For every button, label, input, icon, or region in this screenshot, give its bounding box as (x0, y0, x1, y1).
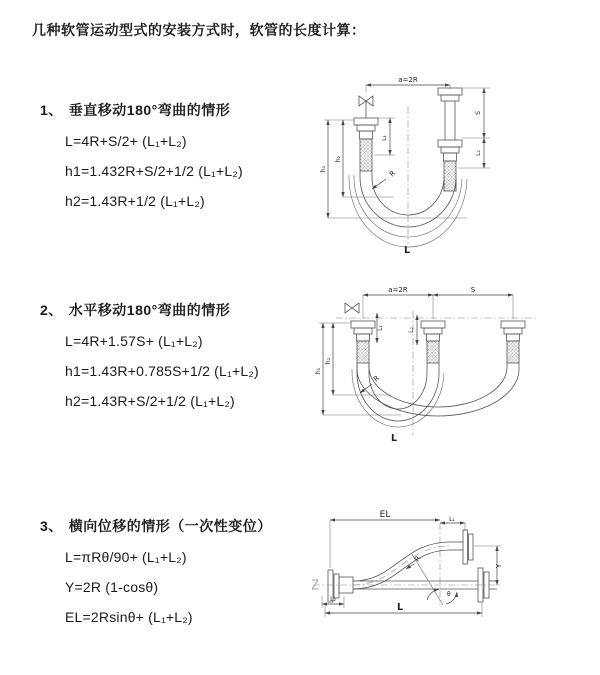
dim-label-l1: L₁ (377, 325, 384, 331)
angle-arc (427, 589, 439, 600)
section-3-formulas (65, 542, 330, 632)
centerline-mark (312, 580, 318, 589)
formula-EL: EL=2Rsinθ+ (L₁+L₂) (65, 609, 193, 625)
diagram-horizontal-180-bend (306, 283, 551, 463)
section-3-heading (40, 516, 330, 536)
section-2-formulas (65, 326, 330, 416)
right-pipe-flange (501, 321, 525, 363)
section-1-heading (40, 100, 330, 120)
diagram-vertical-180-bend (312, 72, 547, 262)
valve-icon (345, 303, 359, 313)
formula-L: L=4R+S/2+ (L₁+L₂) (65, 133, 187, 149)
section-1-title: 垂直移动180°弯曲的情形 (68, 102, 231, 118)
formula-h2: h2=1.43R+S/2+1/2 (L₁+L₂) (65, 393, 235, 409)
dim-label-l: L (396, 602, 404, 613)
radius-leader (372, 179, 386, 189)
braided-hose-section (360, 139, 372, 171)
dim-label-s: S (470, 286, 476, 294)
dim-label-l1: L₁ (449, 516, 455, 523)
dim-label-l2: L₂ (475, 150, 482, 156)
dim-label-el: EL (379, 510, 391, 520)
section-2-heading (40, 300, 330, 320)
dim-label-h1: h₁ (320, 165, 327, 173)
upper-right-flange (450, 530, 473, 564)
braided-hose-section (444, 161, 456, 191)
hose-s-curve (353, 542, 450, 589)
dim-label-l2: L₂ (408, 327, 415, 333)
dim-label-s: S (475, 111, 482, 115)
dim-label-h1: h₁ (315, 367, 322, 375)
dim-label-y: Y (495, 563, 503, 569)
dim-label-h2: h₂ (325, 357, 332, 365)
section-3 (40, 516, 330, 632)
section-1 (40, 100, 330, 216)
dim-label-a2r: a=2R (398, 76, 418, 84)
dim-label-r: R (413, 554, 423, 564)
formula-Y: Y=2R (1-cosθ) (65, 579, 159, 595)
section-2-title: 水平移动180°弯曲的情形 (68, 302, 231, 318)
formula-h1: h1=1.432R+S/2+1/2 (L₁+L₂) (65, 163, 243, 179)
dim-label-theta: θ (447, 591, 451, 598)
section-2 (40, 300, 330, 416)
page-title: 几种软管运动型式的安装方式时，软管的长度计算： (32, 22, 366, 38)
left-pipe-flange (354, 118, 378, 171)
braided-hose-section (357, 341, 369, 363)
radius-leader (406, 564, 414, 569)
section-3-title: 横向位移的情形（一次性变位） (68, 518, 272, 534)
braided-hose-section (507, 341, 519, 363)
right-pipe-flange (438, 88, 462, 191)
dim-label-h2: h₂ (335, 155, 342, 163)
section-1-number: 1、 (40, 102, 63, 118)
formula-L: L=4R+1.57S+ (L₁+L₂) (65, 333, 203, 349)
braided-hose-section (427, 341, 439, 363)
formula-h1: h1=1.43R+0.785S+1/2 (L₁+L₂) (65, 363, 259, 379)
dim-label-r: R (388, 169, 398, 179)
section-3-number: 3、 (40, 518, 63, 534)
section-2-number: 2、 (40, 302, 63, 318)
dim-label-l2: L₂ (330, 596, 336, 603)
section-1-formulas (65, 126, 330, 216)
dim-label-r: R (372, 374, 382, 384)
formula-h2: h2=1.43R+1/2 (L₁+L₂) (65, 193, 205, 209)
diagram-lateral-displacement (300, 510, 565, 650)
dim-label-l: L (403, 245, 411, 256)
dim-label-l1: L₁ (381, 135, 388, 141)
valve-icon (359, 96, 373, 118)
left-pipe-flange (351, 321, 375, 363)
formula-L: L=πRθ/90+ (L₁+L₂) (65, 549, 187, 565)
dim-label-a2r: a=2R (388, 286, 408, 294)
dim-label-l: L (390, 433, 398, 444)
middle-pipe-flange (421, 321, 445, 363)
